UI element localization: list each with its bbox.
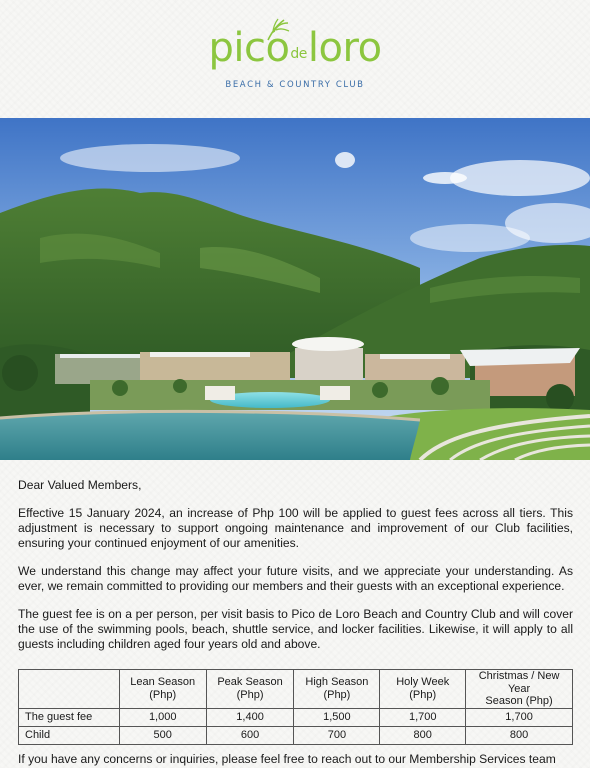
- table-header-peak-season: Peak Season (Php): [206, 670, 294, 709]
- table-cell: 800: [466, 726, 573, 744]
- row-label-child: Child: [19, 726, 120, 744]
- table-cell: 1,700: [466, 708, 573, 726]
- table-cell: 700: [294, 726, 380, 744]
- logo-subtitle: BEACH & COUNTRY CLUB: [225, 80, 365, 90]
- logo-wordmark: [208, 26, 381, 76]
- letter-paragraph-fee-increase: Effective 15 January 2024, an increase of Php 100 will be applied to guest fees across all tiers. This adjustment is necessary to support ongoing maintenance and improvement of our Club facilities, ensuring your continued enjoyment of our amenities.: [18, 506, 573, 550]
- letter-paragraph-appreciation: We understand this change may affect your future visits, and we appreciate your understanding. As ever, we remain committed to providing our members and their guests with an exceptional experience.: [18, 564, 573, 593]
- resort-photo-icon: [0, 118, 590, 460]
- table-header-high-season: High Season (Php): [294, 670, 380, 709]
- letter-paragraph-coverage: The guest fee is on a per person, per visit basis to Pico de Loro Beach and Country Club and will cover the use of the swimming pools, beach, shuttle service, and locker facilities. Likewise, it will apply to all guests including children aged four years old and above.: [18, 607, 573, 651]
- logo-word-pico: pico: [208, 25, 290, 71]
- letter-body: [18, 478, 573, 665]
- table-row: [19, 708, 573, 726]
- table-header-empty: [19, 670, 120, 709]
- table-header-holy-week: Holy Week (Php): [380, 670, 466, 709]
- row-label-guest-fee: The guest fee: [19, 708, 120, 726]
- logo-word-de: de: [290, 46, 307, 62]
- table-cell: 1,400: [206, 708, 294, 726]
- table-cell: 1,000: [119, 708, 206, 726]
- club-logo[interactable]: [0, 26, 590, 90]
- resort-photo: [0, 118, 590, 460]
- letter-greeting: Dear Valued Members,: [18, 478, 142, 492]
- table-header-christmas-new-year: Christmas / New Year Season (Php): [466, 670, 573, 709]
- logo-word-loro: loro: [307, 25, 382, 71]
- table-cell: 500: [119, 726, 206, 744]
- table-cell: 600: [206, 726, 294, 744]
- guest-fee-table: [18, 669, 573, 745]
- letter-footer-contact: If you have any concerns or inquiries, please feel free to reach out to our Membership Services team: [18, 752, 556, 766]
- table-cell: 800: [380, 726, 466, 744]
- table-header-lean-season: Lean Season (Php): [119, 670, 206, 709]
- table-header-row: [19, 670, 573, 709]
- table-cell: 1,500: [294, 708, 380, 726]
- palm-leaf-icon: [264, 18, 290, 42]
- table-cell: 1,700: [380, 708, 466, 726]
- table-row: [19, 726, 573, 744]
